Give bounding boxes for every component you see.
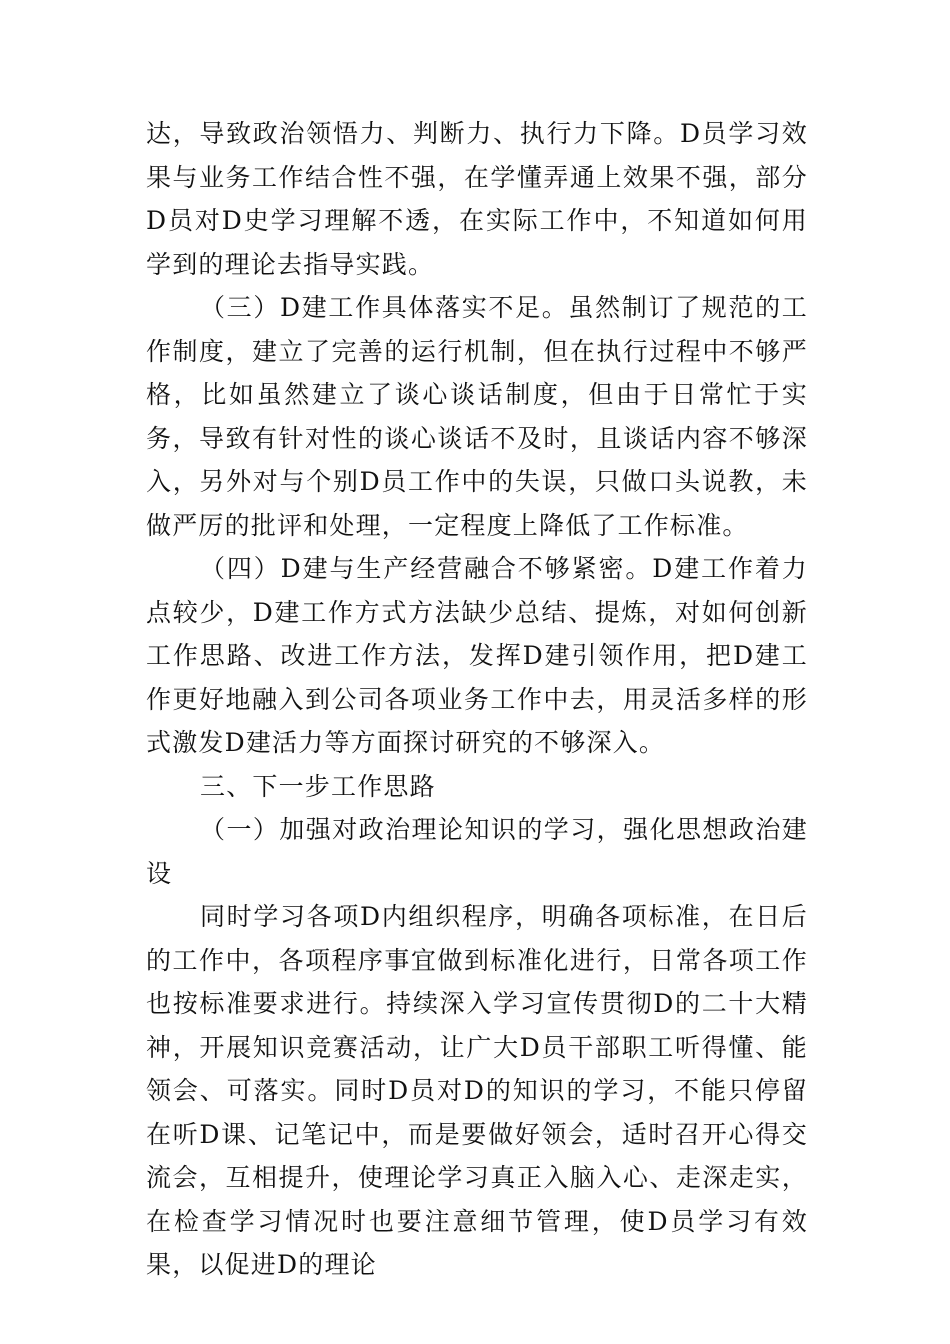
subsection-heading-1: （一）加强对政治理论知识的学习，强化思想政治建设: [146, 815, 808, 888]
section-heading-next-steps: 三、下一步工作思路: [200, 771, 436, 801]
paragraph-section-3: （三）D建工作具体落实不足。虽然制订了规范的工作制度，建立了完善的运行机制，但在执行过程中不够严格，比如虽然建立了谈心谈话制度，但由于日常忙于实务，导致有针对性的谈心谈话不及时，且谈话内容不够深入，另外对与个别D员工作中的失误，只做口头说教，未做严厉的批评和处理，一定程度上降低了工作标准。: [146, 293, 808, 540]
paragraph-subsection-1-body: 同时学习各项D内组织程序，明确各项标准，在日后的工作中，各项程序事宜做到标准化进行，日常各项工作也按标准要求进行。持续深入学习宣传贯彻D的二十大精神，开展知识竞赛活动，让广大D员干部职工听得懂、能领会、可落实。同时D员对D的知识的学习，不能只停留在听D课、记笔记中，而是要做好领会，适时召开心得交流会，互相提升，使理论学习真正入脑入心、走深走实，在检查学习情况时也要注意细节管理，使D员学习有效果，以促进D的理论: [146, 902, 808, 1279]
paragraph-section-4: （四）D建与生产经营融合不够紧密。D建工作着力点较少，D建工作方式方法缺少总结、提炼，对如何创新工作思路、改进工作方法，发挥D建引领作用，把D建工作更好地融入到公司各项业务工作中去，用灵活多样的形式激发D建活力等方面探讨研究的不够深入。: [146, 554, 808, 757]
paragraph-continued: 达，导致政治领悟力、判断力、执行力下降。D员学习效果与业务工作结合性不强，在学懂弄通上效果不强，部分D员对D史学习理解不透，在实际工作中，不知道如何用学到的理论去指导实践。: [146, 119, 808, 279]
document-body: [146, 112, 808, 1287]
